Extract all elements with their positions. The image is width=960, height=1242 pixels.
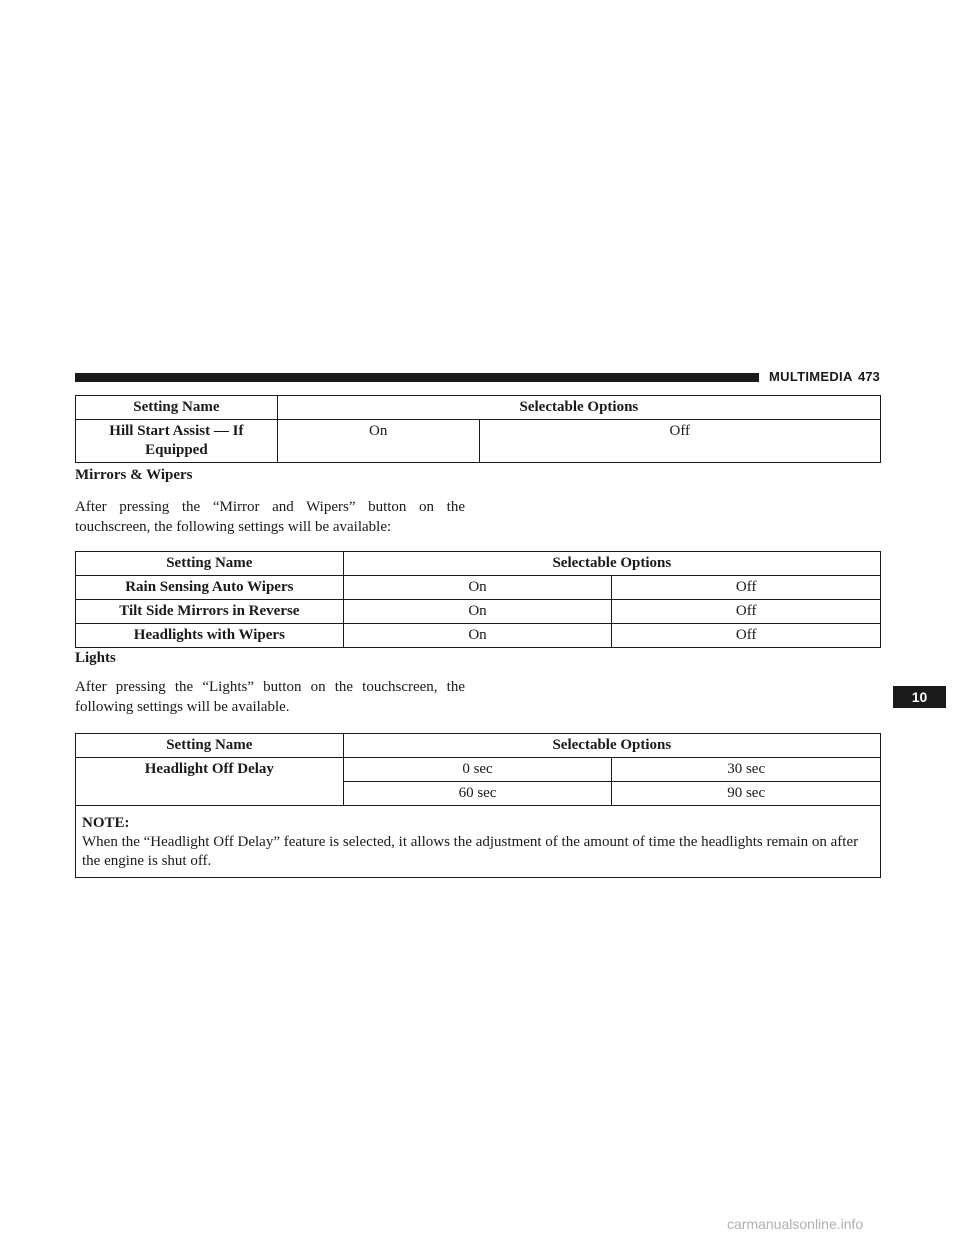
setting-name-cell: Rain Sensing Auto Wipers: [76, 576, 344, 600]
table-row: [76, 576, 881, 600]
lights-paragraph: After pressing the “Lights” button on the touchscreen, the following settings will be available.: [75, 679, 465, 715]
setting-name-cell: Headlight Off Delay: [76, 758, 344, 806]
note-title: NOTE:: [82, 815, 130, 831]
col-header-setting-name: Setting Name: [76, 552, 344, 576]
table-row: [76, 758, 881, 782]
option-cell: Off: [612, 600, 881, 624]
page-number: 473: [858, 369, 880, 384]
mirrors-paragraph: After pressing the “Mirror and Wipers” button on the touchscreen, the following settings will be available:: [75, 499, 465, 535]
option-cell: Off: [612, 624, 881, 648]
option-cell: 60 sec: [343, 782, 612, 806]
option-cell: 30 sec: [612, 758, 881, 782]
option-cell: On: [343, 576, 612, 600]
setting-name-cell: Tilt Side Mirrors in Reverse: [76, 600, 344, 624]
option-cell: 90 sec: [612, 782, 881, 806]
col-header-selectable-options: Selectable Options: [343, 734, 880, 758]
note-cell: [76, 806, 881, 878]
col-header-selectable-options: Selectable Options: [343, 552, 880, 576]
option-cell: On: [343, 600, 612, 624]
table-row: [76, 420, 881, 463]
col-header-selectable-options: Selectable Options: [277, 396, 880, 420]
mirrors-heading: Mirrors & Wipers: [75, 467, 193, 483]
note-row: [76, 806, 881, 878]
hill-start-table: [75, 395, 881, 463]
option-cell: 0 sec: [343, 758, 612, 782]
col-header-setting-name: Setting Name: [76, 396, 278, 420]
table-row: [76, 600, 881, 624]
lights-heading: Lights: [75, 650, 116, 666]
option-cell: Off: [479, 420, 880, 463]
table-header-row: [76, 396, 881, 420]
mirrors-wipers-table: [75, 551, 881, 648]
lights-table: [75, 733, 881, 878]
watermark: carmanualsonline.info: [727, 1216, 864, 1232]
col-header-setting-name: Setting Name: [76, 734, 344, 758]
option-cell: On: [277, 420, 479, 463]
option-cell: On: [343, 624, 612, 648]
option-cell: Off: [612, 576, 881, 600]
header-rule: [75, 373, 759, 382]
chapter-tab: 10: [893, 686, 946, 708]
note-text: When the “Headlight Off Delay” feature is selected, it allows the adjustment of the amount of time the headlights remain on after the engine is shut off.: [82, 834, 859, 869]
section-title: MULTIMEDIA: [769, 369, 853, 384]
setting-name-cell: Hill Start Assist — If Equipped: [76, 420, 278, 463]
table-header-row: [76, 552, 881, 576]
table-row: [76, 624, 881, 648]
setting-name-cell: Headlights with Wipers: [76, 624, 344, 648]
table-header-row: [76, 734, 881, 758]
